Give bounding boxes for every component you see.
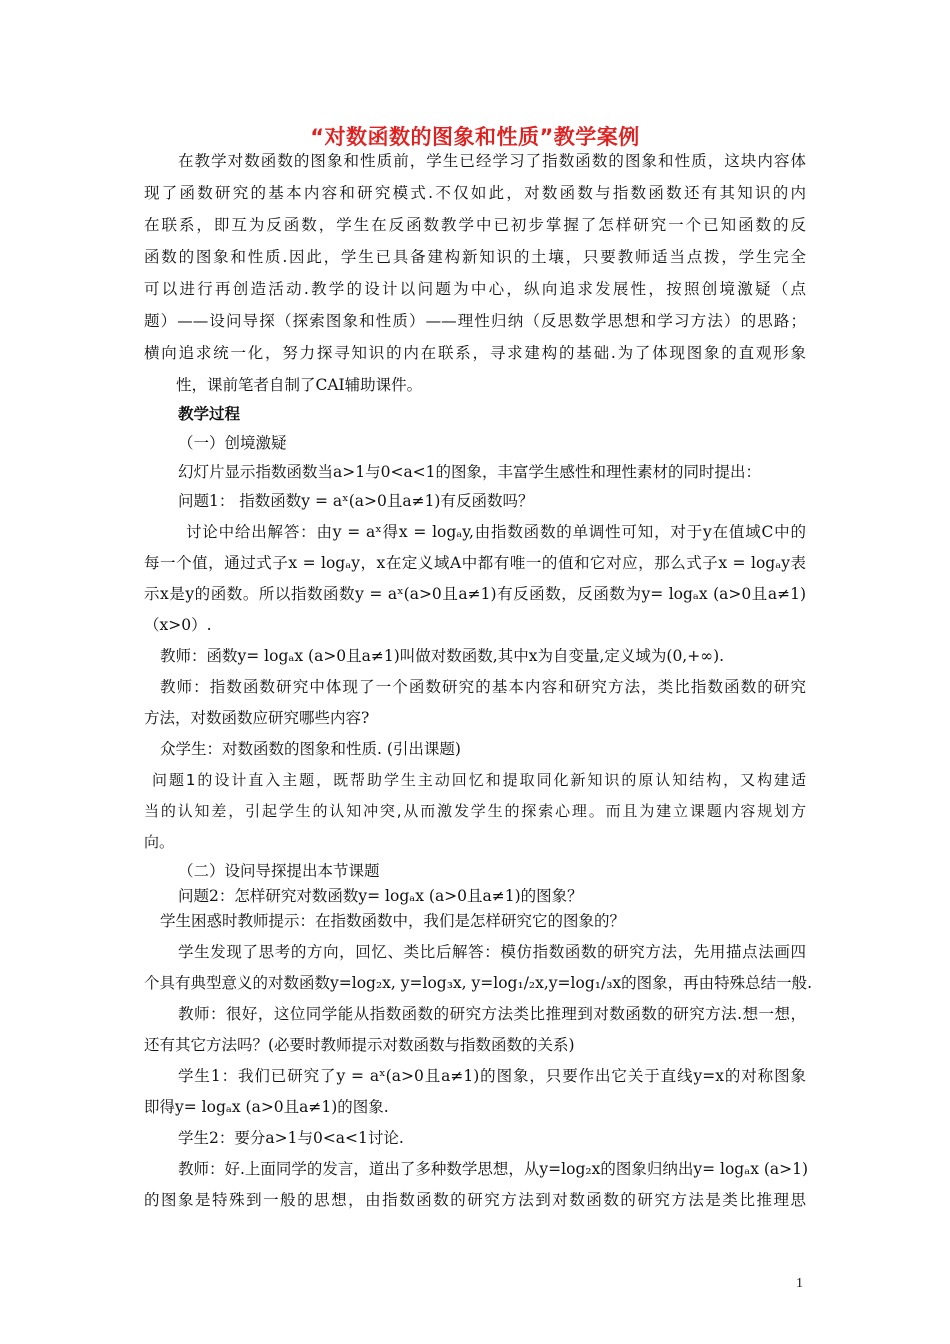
subsection-heading-1: （一）创境激疑	[178, 434, 287, 452]
text-line: 方法，对数函数应研究哪些内容?	[144, 709, 370, 727]
text-line: 还有其它方法吗？(必要时教师提示对数函数与指数函数的关系)	[144, 1036, 575, 1054]
text-line: 的图象是特殊到一般的思想，由指数函数的研究方法到对数函数的研究方法是类比推理思	[144, 1191, 806, 1209]
teacher-line: 教师：好.上面同学的发言，道出了多种数学思想，从y=log₂x的图象归纳出y= logₐx (a>1)	[178, 1160, 809, 1178]
intro-line-1: 在教学对数函数的图象和性质前，学生已经学习了指数函数的图象和性质，这块内容体	[178, 152, 806, 170]
intro-line-6: 题）——设问导探（探索图象和性质）——理性归纳（反思数学思想和学习方法）的思路；	[144, 312, 806, 330]
students-line: 众学生：对数函数的图象和性质. (引出课题)	[160, 740, 461, 758]
text-line: 学生困惑时教师提示：在指数函数中，我们是怎样研究它的图象的？	[160, 912, 626, 930]
question-1: 问题1： 指数函数y = aˣ(a>0且a≠1)有反函数吗？	[178, 492, 534, 510]
commentary-line: 向。	[144, 833, 175, 851]
teacher-line: 教师：很好，这位同学能从指数函数的研究方法类比推理到对数函数的研究方法.想一想，	[178, 1005, 806, 1023]
text-line: 示x是y的函数。所以指数函数y = aˣ(a>0且a≠1)有反函数，反函数为y= logₐx (a>0且a≠1)	[144, 585, 806, 603]
intro-line-3: 在联系，即互为反函数，学生在反函数教学中已初步掌握了怎样研究一个已知函数的反	[144, 216, 806, 234]
text-line: （x>0）.	[144, 616, 212, 634]
intro-line-8: 性，课前笔者自制了CAI辅助课件。	[176, 376, 423, 394]
text-line: 幻灯片显示指数函数当a>1与0<a<1的图象，丰富学生感性和理性素材的同时提出：	[178, 463, 762, 481]
intro-line-2: 现了函数研究的基本内容和研究模式.不仅如此，对数函数与指数函数还有其知识的内	[144, 184, 806, 202]
text-line: 学生发现了思考的方向，回忆、类比后解答：模仿指数函数的研究方法，先用描点法画四	[178, 943, 806, 961]
commentary-line: 当的认知差，引起学生的认知冲突,从而激发学生的探索心理。而且为建立课题内容规划方	[144, 802, 806, 820]
intro-line-4: 函数的图象和性质.因此，学生已具备建构新知识的土壤，只要教师适当点拨，学生完全	[144, 248, 806, 266]
teacher-line: 教师：函数y= logₐx (a>0且a≠1)叫做对数函数,其中x为自变量,定义域为(0,+∞).	[160, 647, 725, 665]
section-heading-teaching-process: 教学过程	[178, 404, 241, 423]
subsection-heading-2: （二）设问导探提出本节课题	[178, 862, 380, 880]
text-line: 每一个值，通过式子x = logₐy，x在定义域A中都有唯一的值和它对应，那么式子x = logₐy表	[144, 554, 806, 572]
intro-line-5: 可以进行再创造活动.教学的设计以问题为中心，纵向追求发展性，按照创境激疑（点	[144, 280, 806, 298]
text-line: 讨论中给出解答：由y = aˣ得x = logₐy,由指数函数的单调性可知，对于y在值域C中的	[186, 523, 806, 541]
intro-line-7: 横向追求统一化，努力探寻知识的内在联系，寻求建构的基础.为了体现图象的直观形象	[144, 344, 806, 362]
commentary-line: 问题1的设计直入主题，既帮助学生主动回忆和提取同化新知识的原认知结构，又构建适	[152, 771, 806, 789]
student-1-line: 学生1：我们已研究了y = aˣ(a>0且a≠1)的图象，只要作出它关于直线y=x的对称图象	[178, 1067, 806, 1085]
question-2: 问题2：怎样研究对数函数y= logₐx (a>0且a≠1)的图象？	[178, 887, 583, 905]
text-line: 个具有典型意义的对数函数y=log₂x, y=log₃x, y=log₁/₂x,y=log₁/₃x的图象，再由特殊总结一般.	[144, 974, 813, 992]
teacher-line: 教师：指数函数研究中体现了一个函数研究的基本内容和研究方法，类比指数函数的研究	[160, 678, 806, 696]
document-title: “对数函数的图象和性质”教学案例	[310, 125, 640, 149]
text-line: 即得y= logₐx (a>0且a≠1)的图象.	[144, 1098, 389, 1116]
student-2-line: 学生2：要分a>1与0<a<1讨论.	[178, 1129, 404, 1147]
page-number: 1	[796, 1276, 803, 1291]
